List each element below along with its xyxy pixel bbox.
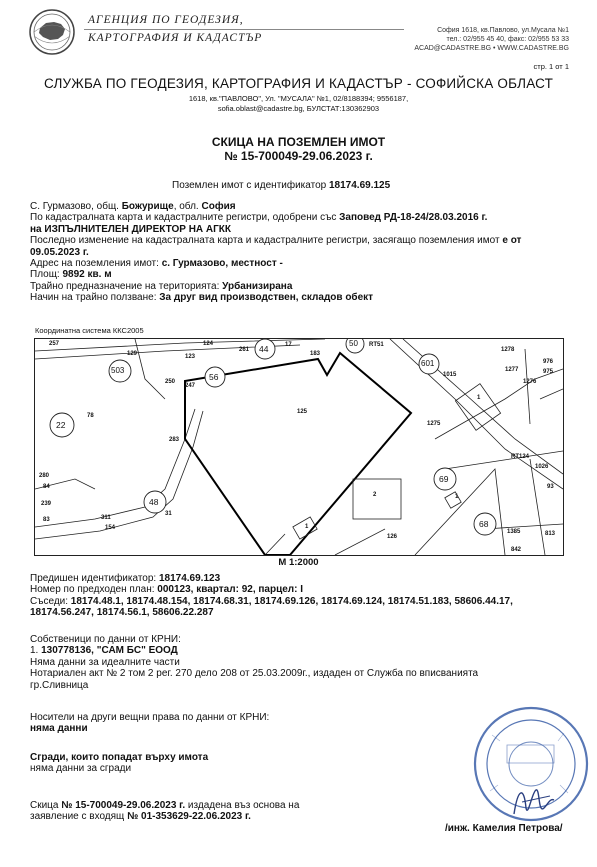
parcel-label: 247: [185, 383, 196, 389]
parcel-label: 1277: [505, 367, 519, 373]
agency-logo: [28, 8, 76, 56]
identifier-line: [172, 180, 390, 191]
parcel-label: 1275: [427, 421, 441, 427]
buildings-heading: Сгради, които попадат върху имота: [30, 752, 209, 763]
circle-label: 503: [111, 366, 125, 375]
office-address: 1618, кв."ПАВЛОВО", Ул. "МУСАЛА" №1, 02/8188394; 9556187,: [188, 94, 409, 103]
parcel-label: 84: [43, 484, 50, 490]
office-email: sofia.oblast@cadastre.bg, БУЛСТАТ:130362903: [217, 104, 380, 113]
owners-heading: Собственици по данни от КРНИ:: [30, 634, 181, 645]
parcel-label: 1276: [523, 379, 537, 385]
parcel-label: 1015: [443, 372, 457, 378]
parcel-label: 283: [169, 437, 180, 443]
circle-label: 22: [56, 420, 66, 430]
document-number: № 15-700049-29.06.2023 г.: [224, 149, 373, 163]
agency-name-line2: КАРТОГРАФИЯ И КАДАСТЪР: [88, 32, 263, 44]
last-change-line: Последно изменение на кадастралната карта и кадастралните регистри, засягащо поземления имот е от: [30, 235, 522, 247]
map-labels: [35, 339, 563, 555]
parcel-label: 280: [39, 473, 50, 479]
parcel-label: 1: [477, 395, 481, 401]
coordinate-system: Координатна система ККС2005: [35, 326, 144, 335]
circle-label: 69: [439, 474, 449, 484]
parcel-label: 1278: [501, 347, 515, 353]
circle-label: 68: [479, 519, 489, 529]
other-rights-heading: Носители на други вещни права по данни от КРНИ:: [30, 712, 270, 723]
previous-info: [30, 573, 575, 619]
parcel-label: 126: [387, 534, 398, 540]
parcel-label: 78: [87, 413, 94, 419]
parcel-label: 124: [203, 341, 214, 347]
address-line: Адрес на поземления имот: с. Гурмазово, местност -: [30, 258, 283, 270]
parcel-label: RT51: [369, 342, 384, 348]
area-line: Площ: 9892 кв. м: [30, 269, 112, 281]
parcel-label: 83: [43, 517, 50, 523]
parcel-label: RT124: [511, 454, 530, 460]
parcel-label: 1026: [535, 464, 549, 470]
agency-name-line1: АГЕНЦИЯ ПО ГЕОДЕЗИЯ,: [88, 14, 244, 26]
contact-address: София 1618, кв.Павлово, ул.Мусала №1: [437, 27, 569, 34]
parcel-label: 93: [547, 484, 554, 490]
issuer-line: на ИЗПЪЛНИТЕЛЕН ДИРЕКТОР НА АГКК: [30, 223, 232, 235]
purpose-line: Трайно предназначение на територията: Урбанизирана: [30, 280, 293, 292]
footer-issue: [30, 800, 299, 823]
other-rights-section: [30, 712, 269, 735]
other-rights-value: няма данни: [30, 723, 88, 735]
identifier-label: Поземлен имот с идентификатор: [172, 180, 327, 191]
parcel-label: 250: [165, 379, 176, 385]
owner-deed: Нотариален акт № 2 том 2 рег. 270 дело 208 от 25.03.2009г., издаден от Служба по вписванията: [30, 668, 479, 680]
parcel-label: 154: [105, 525, 116, 531]
parcel-label: 123: [185, 354, 196, 360]
contact-web: ACAD@CADASTRE.BG • WWW.CADASTRE.BG: [414, 45, 569, 52]
cadastral-line: По кадастралната карта и кадастралните регистри, одобрени със Заповед РД-18-24/28.03.2016 г.: [30, 212, 488, 224]
parcel-label: 261: [239, 347, 250, 353]
parcel-label: 2: [373, 492, 377, 498]
owners-section: [30, 634, 575, 691]
buildings-section: [30, 752, 208, 775]
owner-shares: Няма данни за идеалните части: [30, 656, 180, 668]
agency-contacts: [414, 26, 569, 53]
usage-line: Начин на трайно ползване: За друг вид производствен, складов обект: [30, 292, 374, 304]
parcel-label: 129: [127, 351, 138, 357]
footer-line1: Скица № 15-700049-29.06.2023 г. издадена въз основа на: [30, 800, 300, 811]
owner-deed-place: гр.Сливница: [30, 679, 89, 691]
parcel-label: 1: [305, 524, 309, 530]
map-scale: М 1:2000: [278, 557, 319, 568]
parcel-label: 1: [455, 494, 459, 500]
parcel-label: 842: [511, 547, 522, 553]
signature: [510, 778, 558, 822]
parcel-label: 17: [285, 342, 292, 348]
circle-label: 44: [259, 344, 269, 354]
circle-label: 601: [421, 359, 435, 368]
document-title: СКИЦА НА ПОЗЕМЛЕН ИМОТ: [211, 135, 386, 149]
contact-phone: тел.: 02/955 45 40, факс: 02/955 53 33: [446, 36, 569, 43]
property-info: [30, 201, 575, 304]
signature-name: /инж. Камелия Петрова/: [445, 823, 563, 834]
previous-plan-line: Номер по предходен план: 000123, квартал: 92, парцел: I: [30, 584, 304, 596]
parcel-label: 1385: [507, 529, 521, 535]
circle-label: 50: [349, 339, 358, 348]
neighbors-line2: 18174.56.247, 18174.56.1, 58606.22.287: [30, 607, 214, 619]
page-number: стр. 1 от 1: [533, 62, 569, 71]
parcel-label: 183: [310, 351, 321, 357]
buildings-value: няма данни за сгради: [30, 763, 132, 775]
parcel-label: 257: [49, 341, 60, 347]
neighbors-line: Съседи: 18174.48.1, 18174.48.154, 18174.68.31, 18174.69.126, 18174.69.124, 18174.51.183, 58606.44.17,: [30, 595, 513, 607]
parcel-label: 813: [545, 531, 556, 537]
parcel-label: 239: [41, 501, 52, 507]
parcel-label: 125: [297, 409, 308, 415]
footer-line2: заявление с входящ № 01-353629-22.06.2023 г.: [30, 811, 251, 823]
cadastral-map: [34, 338, 564, 556]
header-divider: [84, 29, 404, 30]
parcel-label: 31: [165, 511, 172, 517]
previous-id-line: Предишен идентификатор: 18174.69.123: [30, 573, 221, 584]
identifier-value: 18174.69.125: [328, 180, 391, 191]
parcel-label: 311: [101, 515, 111, 521]
parcel-label: 975: [543, 369, 554, 375]
circle-label: 48: [149, 497, 159, 507]
circle-label: 56: [209, 372, 219, 382]
owner-line: 1. 130778136, "САМ БС" ЕООД: [30, 645, 178, 657]
parcel-label: 976: [543, 359, 554, 365]
last-change-date: 09.05.2023 г.: [30, 246, 89, 258]
location-line: С. Гурмазово, общ. Божурище, обл. София: [30, 201, 236, 212]
office-title: СЛУЖБА ПО ГЕОДЕЗИЯ, КАРТОГРАФИЯ И КАДАСТЪР - СОФИЙСКА ОБЛАСТ: [43, 76, 554, 91]
